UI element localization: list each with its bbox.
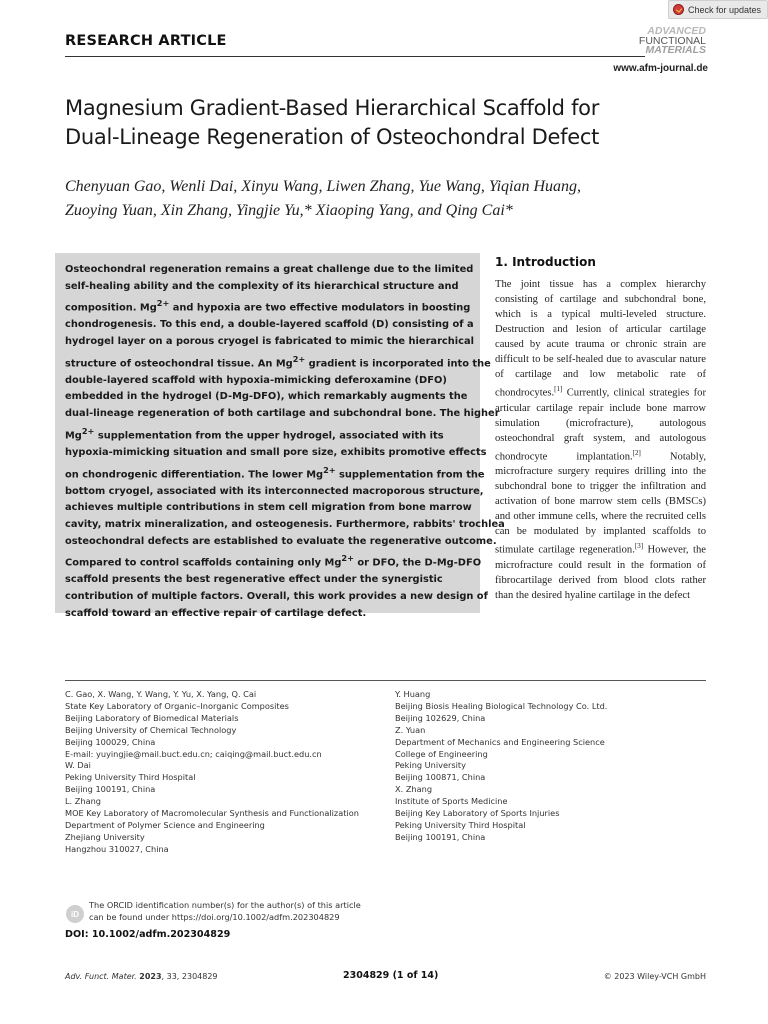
affiliation-line: Peking University bbox=[395, 760, 466, 771]
affiliation-line: C. Gao, X. Wang, Y. Wang, Y. Yu, X. Yang, Q. Cai bbox=[65, 689, 257, 699]
introduction-heading: 1. Introduction bbox=[495, 255, 596, 269]
abstract-line: contribution of multiple factors. Overall, this work provides a new design of bbox=[65, 591, 488, 603]
abstract-line: $Mg^{2+}$ supplementation from the upper hydrogel, associated with its bbox=[65, 425, 444, 442]
footer-journal-abbr: Adv. Funct. Mater. bbox=[65, 972, 137, 981]
article-type: RESEARCH ARTICLE bbox=[65, 33, 227, 49]
abstract-line: bottom cryogel, associated with its interconnected macroporous structure, bbox=[65, 485, 484, 497]
title-line-1: Magnesium Gradient-Based Hierarchical Scaffold for bbox=[65, 96, 600, 120]
abstract-line: osteochondral defects are established to evaluate the regenerative outcome. bbox=[65, 535, 497, 547]
title-line-2: Dual-Lineage Regeneration of Osteochondral Defect bbox=[65, 125, 599, 149]
affiliation-line: Beijing 100871, China bbox=[395, 772, 486, 783]
affiliations-right-column bbox=[395, 689, 705, 844]
affiliation-line: X. Zhang bbox=[395, 784, 433, 795]
affiliations-divider bbox=[65, 680, 706, 681]
affiliation-line: Beijing Laboratory of Biomedical Materials bbox=[65, 712, 239, 723]
affiliation-line: Beijing 100029, China bbox=[65, 736, 156, 747]
affiliation-line: Department of Polymer Science and Engineering bbox=[65, 819, 265, 830]
affiliation-line: Z. Yuan bbox=[395, 724, 426, 735]
affiliation-line: L. Zhang bbox=[65, 796, 101, 807]
abstract-line: achieves multiple contributions in stem cell migration from bone marrow bbox=[65, 502, 472, 514]
journal-url-link[interactable]: www.afm-journal.de bbox=[613, 63, 708, 74]
affiliation-line: W. Dai bbox=[65, 760, 91, 771]
abstract-line: structure of osteochondral tissue. An $Mg^{2+}$ gradient is incorporated into the bbox=[65, 353, 491, 370]
orcid-line-1: The ORCID identification number(s) for the author(s) of this article bbox=[89, 900, 361, 910]
affiliation-line: Beijing 100191, China bbox=[395, 831, 486, 842]
authors-line-1: Chenyuan Gao, Wenli Dai, Xinyu Wang, Liwen Zhang, Yue Wang, Yiqian Huang, bbox=[65, 178, 582, 195]
affiliation-line: Institute of Sports Medicine bbox=[395, 796, 508, 807]
journal-logo bbox=[620, 27, 706, 56]
abstract-line: Osteochondral regeneration remains a great challenge due to the limited bbox=[65, 264, 474, 275]
abstract-line: on chondrogenic differentiation. The lower $Mg^{2+}$ supplementation from the bbox=[65, 464, 485, 480]
authors-line-2: Zuoying Yuan, Xin Zhang, Yingjie Yu,* Xiaoping Yang, and Qing Cai* bbox=[65, 202, 513, 219]
abstract-line: scaffold toward an effective repair of cartilage defect. bbox=[65, 607, 367, 619]
header-divider bbox=[65, 56, 645, 57]
abstract-line: composition. $Mg^{2+}$ and hypoxia are two effective modulators in boosting bbox=[65, 298, 471, 314]
journal-logo-line-2: FUNCTIONAL bbox=[638, 34, 706, 47]
crossmark-icon bbox=[673, 4, 684, 15]
affiliation-line: Zhejiang University bbox=[65, 831, 145, 842]
affiliation-line: Beijing 100191, China bbox=[65, 784, 156, 795]
affiliation-line: Department of Mechanics and Engineering Science bbox=[395, 736, 605, 747]
journal-logo-line-3: MATERIALS bbox=[645, 44, 706, 56]
affiliation-line: Peking University Third Hospital bbox=[65, 772, 196, 783]
doi-link[interactable]: DOI: 10.1002/adfm.202304829 bbox=[65, 929, 231, 940]
footer-page-number: 2304829 (1 of 14) bbox=[343, 970, 439, 981]
affiliation-line: Beijing University of Chemical Technology bbox=[65, 724, 237, 735]
abstract-line: chondrogenesis. To this end, a double-layered scaffold (D) consisting of a bbox=[65, 319, 474, 331]
footer-copyright: © 2023 Wiley-VCH GmbH bbox=[603, 972, 706, 981]
affiliation-line: Hangzhou 310027, China bbox=[65, 843, 169, 854]
orcid-note bbox=[89, 900, 419, 923]
abstract-line: cavity, matrix mineralization, and osteogenesis. Furthermore, rabbits' trochlea bbox=[65, 518, 505, 530]
abstract-text bbox=[65, 262, 505, 622]
abstract-line: hypoxia-mimicking situation and small pore size, exhibits promotive effects bbox=[65, 446, 487, 458]
affiliation-line: College of Engineering bbox=[395, 748, 488, 759]
abstract-line: self-healing ability and the complexity of its hierarchical structure and bbox=[65, 280, 459, 292]
article-title bbox=[65, 94, 705, 152]
introduction-text: The joint tissue has a complex hierarchy consisting of cartilage and subchondral bone, which is a typical multi-leveled structure. Destruction and lesion of articular cartilage caused by acute trauma or chronic strain are difficult to be self-healed due to avascular nature of cartilage and low metabolic rate of chondrocytes.[1] Currently, clinical strategies for articular cartilage repair include bone marrow simulation (microfracture), autologous osteochondral graft system, and autologous chondrocyte implantation.[2] Notably, microfracture surgery requires drilling into the subchondral bone to trigger the infiltration and activation of bone marrow stem cells (BMSCs) and other immune cells, where the recruited cells can be modulated by implanted scaffolds to stimulate cartilage regeneration.[3] However, the microfracture could result in the formation of fibrocartilage derived from blood clots rather than the desired hyaline cartilage in the defect bbox=[495, 279, 706, 601]
footer-citation bbox=[65, 972, 218, 981]
affiliation-line: MOE Key Laboratory of Macromolecular Synthesis and Functionalization bbox=[65, 808, 359, 819]
affiliation-line: Beijing Biosis Healing Biological Technology Co. Ltd. bbox=[395, 700, 608, 711]
journal-logo-line-1: ADVANCED bbox=[647, 25, 706, 37]
abstract-line: Compared to control scaffolds containing only $Mg^{2+}$ or DFO, the D-Mg-DFO bbox=[65, 553, 482, 569]
affiliation-line: State Key Laboratory of Organic–Inorganic Composites bbox=[65, 700, 289, 711]
affiliation-line: Beijing Key Laboratory of Sports Injuries bbox=[395, 808, 560, 819]
check-for-updates-label: Check for updates bbox=[688, 4, 762, 15]
check-for-updates-button[interactable] bbox=[668, 0, 768, 19]
footer-year: 2023 bbox=[139, 972, 162, 981]
affiliations-left-column bbox=[65, 689, 385, 856]
orcid-icon: iD bbox=[66, 905, 84, 923]
abstract-line: scaffold presents the best regenerative effect under the synergistic bbox=[65, 574, 443, 586]
affiliation-line: Peking University Third Hospital bbox=[395, 819, 526, 830]
abstract-line: dual-lineage regeneration of both cartilage and subchondral bone. The higher bbox=[65, 408, 500, 420]
abstract-line: double-layered scaffold with hypoxia-mimicking deferoxamine (DFO) bbox=[65, 374, 447, 386]
abstract-line: hydrogel layer on a porous cryogel is fabricated to mimic the hierarchical bbox=[65, 336, 474, 348]
affiliation-line: Y. Huang bbox=[395, 689, 431, 699]
author-list bbox=[65, 175, 705, 223]
affiliation-line: Beijing 102629, China bbox=[395, 712, 486, 723]
affiliation-line[interactable]: E-mail: yuyingjie@mail.buct.edu.cn; caiqing@mail.buct.edu.cn bbox=[65, 748, 322, 759]
abstract-line: embedded in the hydrogel (D-Mg-DFO), which remarkably augments the bbox=[65, 391, 468, 403]
footer-volume-article: , 33, 2304829 bbox=[161, 972, 218, 981]
orcid-line-2[interactable]: can be found under https://doi.org/10.1002/adfm.202304829 bbox=[89, 911, 340, 922]
